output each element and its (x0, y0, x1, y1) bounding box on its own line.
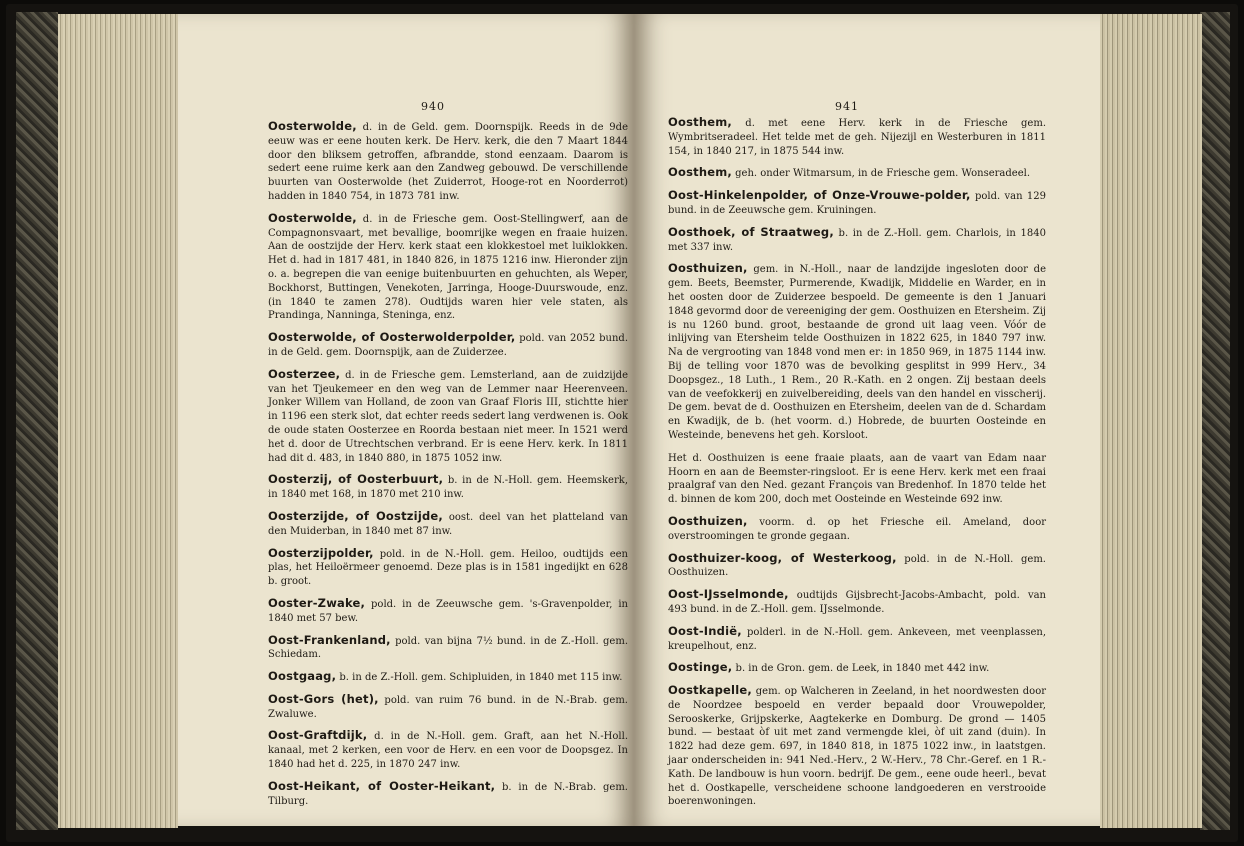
dictionary-entry (668, 262, 1046, 442)
entry-headword: Oost-Frankenland, (268, 632, 391, 647)
dictionary-entry (268, 597, 628, 626)
entry-text: gem. in N.-Holl., naar de landzijde ingesloten door de gem. Beets, Beemster, Purmerende, Kwadijk, Middelie en Warder, en in het oosten door de Zuiderzee bespoeld. De gemeente is den 1 Januari 1848 gevormd door de vereeniging der gem. Oosthuizen en Etersheim. Zij is nu 1260 bund. groot, bestaande de grond uit laag veen. Vóór de inlijving van Etersheim telde Oosthuizen in 1822 625, in 1840 797 inw. Na de vergrooting van 1848 vond men er: in 1850 969, in 1875 1144 inw. Bij de telling voor 1870 was de bevolking gesplitst in 999 Herv., 34 Doopsgez., 18 Luth., 1 Rem., 20 R.-Kath. en 2 ongen. Zij bestaan deels van de veefokkerij en zuivelbereiding, deels van den handel en visscherij. De gem. bevat de d. Oosthuizen en Etersheim, deelen van de d. Schardam en Kwadijk, de b. (het voorm. d.) Hobrede, de buurten Oosteinde en Westeinde, benevens het geh. Korsloot. (668, 264, 1046, 441)
dictionary-entry (668, 661, 1046, 676)
entry-text: d. in de N.-Holl. gem. Graft, aan het N.-Holl. kanaal, met 2 kerken, een voor de Herv. en een voor de Doopsgez. In 1840 had het d. 225, in 1870 247 inw. (268, 731, 628, 771)
dictionary-entry (268, 510, 628, 539)
entry-headword: Oosthoek, of Straatweg, (668, 224, 834, 239)
entry-text: d. in de Geld. gem. Doornspijk. Reeds in de 9de eeuw was er eene houten kerk. De Herv. kerk, die den 7 Maart 1844 door den bliksem getroffen, afbrandde, stond eenzaam. Daarom is sedert eene ruime kerk aan den Zandweg gebouwd. De verschillende buurten van Oosterwolde (het Zuiderrot, Hooge-rot en Noorderrot) hadden in 1840 754, in 1873 781 inw. (268, 122, 628, 202)
left-page (178, 14, 634, 826)
dictionary-entry (268, 670, 628, 685)
entry-text: Het d. Oosthuizen is eene fraaie plaats, aan de vaart van Edam naar Hoorn en aan de Beemster-ringsloot. Er is eene Herv. kerk met een fraai praalgraf van den Ned. gezant François van Bredenhof. In 1870 telde het d. binnen de kom 200, doch met Oosteinde en Westeinde 692 inw. (668, 452, 1046, 506)
entry-headword: Oosterzijde, of Oostzijde, (268, 508, 443, 523)
entry-text: b. in de N.-Brab. gem. Tilburg. (268, 781, 628, 807)
dictionary-entry (668, 588, 1046, 617)
dictionary-entry (268, 212, 628, 323)
entry-headword: Oost-Heikant, of Ooster-Heikant, (268, 778, 496, 793)
entry-headword: Oostkapelle, (668, 683, 752, 698)
entry-text: voorm. d. op het Friesche eil. Ameland, door overstroomingen te gronde gegaan. (668, 516, 1046, 542)
dictionary-entry (668, 226, 1046, 255)
entry-headword: Oosthem, (668, 165, 732, 180)
dictionary-entry (668, 189, 1046, 218)
dictionary-entry (668, 625, 1046, 654)
entry-text: pold. in de N.-Holl. gem. Heiloo, oudtijds een plas, het Heiloërmeer genoemd. Deze plas is in 1581 ingedijkt en 628 b. groot. (268, 548, 628, 588)
entry-text: geh. onder Witmarsum, in de Friesche gem. Wonseradeel. (731, 168, 1031, 180)
entry-headword: Oosterzijpolder, (268, 545, 374, 560)
entry-headword: Oosterwolde, (268, 119, 357, 133)
entry-text: polderl. in de N.-Holl. gem. Ankeveen, met veenplassen, kreupelhout, enz. (668, 626, 1046, 652)
marbled-cover-left (16, 12, 58, 830)
entry-headword: Oosthuizen, (668, 513, 748, 528)
entry-text: pold. in de N.-Holl. gem. Oosthuizen. (668, 553, 1046, 579)
entry-headword: Ooster-Zwake, (268, 595, 366, 610)
entry-text: b. in de Z.-Holl. gem. Charlois, in 1840 met 337 inw. (668, 227, 1046, 253)
dictionary-entry (668, 166, 1046, 181)
dictionary-entry (268, 547, 628, 589)
entry-text: d. in de Friesche gem. Lemsterland, aan de zuidzijde van het Tjeukemeer en den weg van de Lemmer naar Heerenveen. Jonker Willem van Holland, de zoon van Graaf Floris III, stichtte hier in 1196 een sterk slot, dat echter reeds sedert lang verdwenen is. Ook de oude staten Oosterzee en Roorda bestaan niet meer. In 1521 werd het d. door de Utrechtschen verbrand. Er is eene Herv. kerk. In 1811 had dit d. 483, in 1840 880, in 1875 1052 inw. (268, 369, 628, 464)
entry-headword: Oosterzee, (268, 366, 341, 381)
entry-headword: Oost-Indië, (668, 623, 742, 638)
dictionary-entry (668, 684, 1046, 809)
entry-text: pold. in de Zeeuwsche gem. 's-Gravenpolder, in 1840 met 57 bew. (268, 598, 628, 624)
entry-text: pold. van 2052 bund. in de Geld. gem. Doornspijk, aan de Zuiderzee. (268, 333, 628, 358)
dictionary-entry (268, 120, 628, 204)
dictionary-entry (268, 693, 628, 722)
entry-text: b. in de Gron. gem. de Leek, in 1840 met 442 inw. (732, 663, 990, 675)
entry-text: pold. van ruim 76 bund. in de N.-Brab. gem. Zwaluwe. (268, 694, 628, 720)
dictionary-entry (268, 729, 628, 771)
entry-list (268, 120, 628, 816)
entry-text: pold. van 129 bund. in de Zeeuwsche gem. Kruiningen. (668, 191, 1046, 216)
right-page (634, 14, 1100, 826)
entry-headword: Oosterwolde, (268, 210, 357, 225)
entry-headword: Oosterzij, of Oosterbuurt, (268, 472, 444, 487)
entry-text: b. in de N.-Holl. gem. Heemskerk, in 1840 met 168, in 1870 met 210 inw. (268, 475, 628, 501)
dictionary-entry (268, 634, 628, 663)
dictionary-entry (268, 780, 628, 809)
marbled-cover-right (1200, 12, 1230, 830)
dictionary-entry (268, 368, 628, 466)
entry-headword: Oosterwolde, of Oosterwolderpolder, (268, 330, 516, 345)
entry-headword: Oostgaag, (268, 669, 337, 684)
dictionary-entry (268, 473, 628, 502)
dictionary-entry (268, 331, 628, 360)
entry-headword: Oosthem, (668, 115, 732, 129)
dictionary-entry (668, 451, 1046, 507)
entry-text: d. in de Friesche gem. Oost-Stellingwerf, aan de Compagnonsvaart, met bevallige, boomrijke wegen en fraaie huizen. Aan de oostzijde der Herv. kerk staat een klokkestoel met luiklokken. Het d. had in 1817 481, in 1840 826, in 1875 1216 inw. Hieronder zijn o. a. begrepen die van eenige buitenbuurten en gehuchten, als Weper, Bockhorst, Buttingen, Venekoten, Jarringa, Hooge-Duurswoude, enz. (in 1840 te zamen 278). Oudtijds waren hier vele staten, als Prandinga, Nanninga, Steninga, enz. (268, 213, 628, 322)
entry-text: d. met eene Herv. kerk in de Friesche gem. Wymbritseradeel. Het telde met de geh. Nijezijl en Westerburen in 1811 154, in 1840 217, in 1875 544 inw. (668, 118, 1046, 157)
entry-text: oost. deel van het platteland van den Muiderban, in 1840 met 87 inw. (268, 511, 628, 537)
page-edges-right (1100, 14, 1202, 828)
dictionary-entry (668, 515, 1046, 544)
entry-text: oudtijds Gijsbrecht-Jacobs-Ambacht, pold. van 493 bund. in de Z.-Holl. gem. IJsselmonde. (668, 590, 1046, 615)
entry-headword: Oost-Hinkelenpolder, of Onze-Vrouwe-polder, (668, 188, 971, 203)
entry-headword: Oosthuizer-koog, of Westerkoog, (668, 550, 897, 565)
page-edges-left (58, 14, 178, 828)
entry-headword: Oost-IJsselmonde, (668, 587, 789, 602)
page-number: 940 (421, 100, 445, 113)
dictionary-entry (668, 116, 1046, 158)
entry-text: gem. op Walcheren in Zeeland, in het noordwesten door de Noordzee bespoeld en verder bepaald door Vrouwepolder, Serooskerke, Grijpskerke, Aagtekerke en Domburg. De grond — 1405 bund. — bestaat òf uit met zand vermengde klei, òf uit zand (duin). In 1822 had deze gem. 697, in 1840 818, in 1875 1022 inw., in laatstgen. jaar onderscheiden in: 941 Ned.-Herv., 2 W.-Herv., 78 Chr.-Geref. en 1 R.-Kath. De landbouw is hun voorn. bedrijf. De gem., eene oude heerl., bevat het d. Oostkapelle, verscheidene schoone landgoederen en verstrooide boerenwoningen. (668, 686, 1046, 808)
entry-headword: Oost-Gors (het), (268, 691, 379, 706)
page-number: 941 (835, 100, 859, 113)
entry-headword: Oosthuizen, (668, 261, 748, 276)
entry-headword: Oostinge, (668, 660, 733, 675)
entry-text: pold. van bijna 7½ bund. in de Z.-Holl. gem. Schiedam. (268, 635, 628, 661)
entry-text: b. in de Z.-Holl. gem. Schipluiden, in 1840 met 115 inw. (336, 672, 623, 684)
dictionary-entry (668, 552, 1046, 581)
entry-list (668, 116, 1046, 817)
entry-headword: Oost-Graftdijk, (268, 728, 368, 743)
